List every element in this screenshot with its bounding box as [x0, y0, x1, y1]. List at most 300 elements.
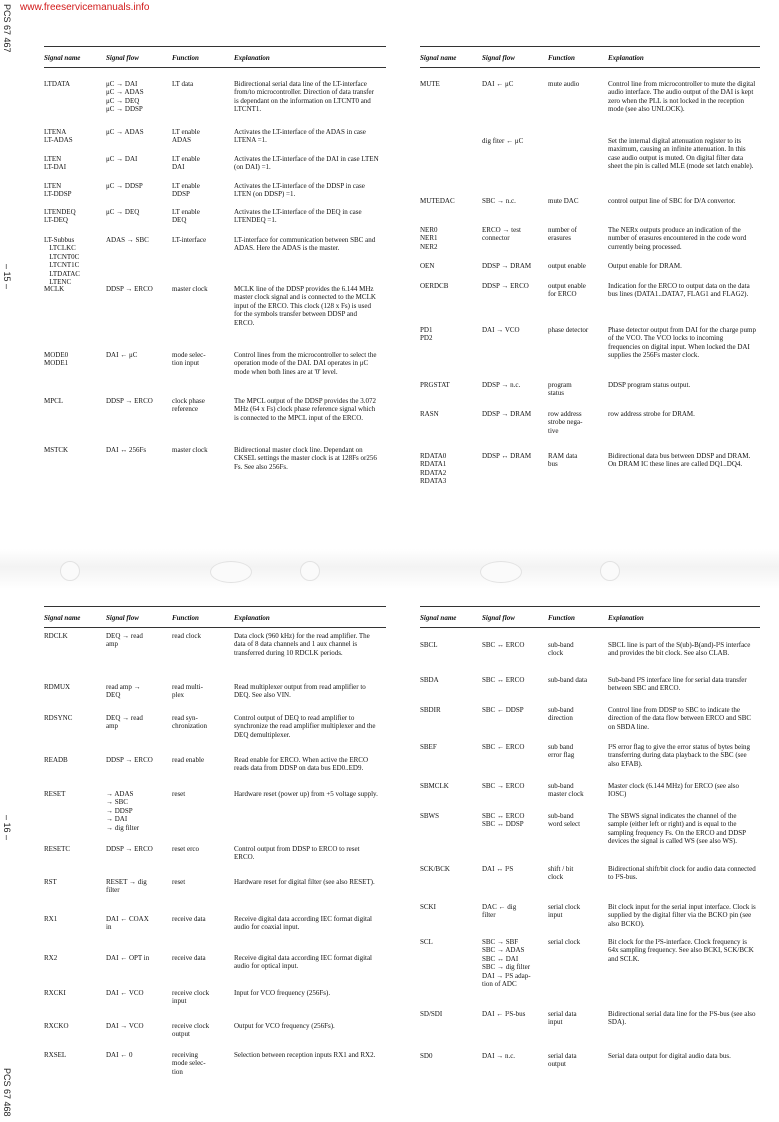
signal-flow: DDSP ↔ DRAM	[482, 452, 532, 460]
scan-artifact-circle	[600, 561, 620, 581]
signal-name: LTCNT0C	[44, 252, 80, 261]
signal-flow: DAI → VCO	[106, 1022, 144, 1030]
signal-flow: amp	[106, 722, 119, 731]
signal-function: serial clock	[548, 938, 581, 946]
signal-flow: in	[106, 923, 112, 932]
header-top-rule	[44, 46, 386, 47]
signal-function: LT enable	[172, 128, 200, 136]
function-cell	[172, 208, 200, 225]
function-cell	[172, 878, 185, 886]
function-cell	[172, 80, 193, 88]
signal-name-cell	[44, 632, 68, 640]
signal-name-cell	[420, 706, 441, 714]
signal-name: RX1	[44, 915, 58, 923]
signal-function: mode selec-	[172, 1059, 206, 1068]
signal-function: receive data	[172, 915, 206, 923]
signal-flow: → SBC	[106, 798, 128, 807]
signal-flow: DAI ← I²S-bus	[482, 1010, 526, 1018]
function-cell	[172, 128, 200, 145]
explanation-cell: Indication for the ERCO to output data on the data bus lines (DATA1..DATA7, FLAG1 and FLAG2).	[608, 282, 750, 299]
column-header-signal-name: Signal name	[44, 54, 81, 62]
explanation-cell: row address strobe for DRAM.	[608, 410, 695, 418]
signal-flow-cell	[106, 208, 139, 216]
signal-name: RXCKI	[44, 989, 66, 997]
signal-name-cell	[44, 446, 68, 454]
signal-name: SD/SDI	[420, 1010, 443, 1018]
column-header-function: Function	[548, 614, 575, 622]
signal-function: LT enable	[172, 182, 200, 190]
signal-function: input	[548, 911, 563, 920]
explanation-cell: Data clock (960 kHz) for the read amplifier. The data of 8 data channels and 1 aux channel is transferred during 10 RDCLK periods.	[234, 632, 370, 657]
signal-flow: DAI ← μC	[482, 80, 514, 88]
column-header-signal-name: Signal name	[420, 54, 457, 62]
explanation-cell: control output line of SBC for D/A convertor.	[608, 197, 736, 205]
signal-name: RESETC	[44, 845, 71, 853]
explanation-cell: Control output from DDSP to ERCO to reset ERCO.	[234, 845, 360, 862]
signal-flow-cell	[106, 683, 141, 700]
function-cell	[172, 1051, 206, 1076]
signal-name: RDATA0	[420, 452, 447, 460]
explanation-cell: Bit clock for the I²S-interface. Clock frequency is 64x sampling frequency. See also BCKI, SCK/BCK and SCLK.	[608, 938, 754, 963]
signal-flow: DDSP → DRAM	[482, 410, 532, 418]
signal-flow: SBC → ADAS	[482, 946, 525, 955]
signal-flow: ERCO → test	[482, 226, 521, 234]
signal-name: PD2	[420, 334, 433, 343]
signal-flow-cell	[106, 954, 149, 962]
signal-function: sub-band	[548, 782, 574, 790]
signal-name-cell	[44, 714, 72, 722]
signal-name-cell	[44, 208, 76, 225]
signal-name-cell	[44, 236, 80, 286]
signal-name: PRGSTAT	[420, 381, 450, 389]
explanation-cell: Control lines from the microcontroller to select the operation mode of the DAI. DAI operates in μC mode when both lines are at '0' level.	[234, 351, 377, 376]
signal-flow: connector	[482, 234, 510, 243]
column-header-signal-flow: Signal flow	[106, 614, 139, 622]
signal-flow-cell	[106, 446, 146, 454]
signal-name: LT-DEQ	[44, 216, 68, 225]
signal-flow-cell	[106, 632, 143, 649]
column-header-explanation: Explanation	[234, 614, 270, 622]
signal-name-cell	[44, 756, 68, 764]
signal-function: receive clock	[172, 1022, 210, 1030]
header-bottom-rule	[420, 67, 760, 68]
signal-name-cell	[44, 1022, 69, 1030]
explanation-cell: Output enable for DRAM.	[608, 262, 682, 270]
signal-name: LTDATAC	[44, 269, 80, 278]
signal-flow-cell	[106, 128, 144, 136]
column-header-signal-name: Signal name	[44, 614, 81, 622]
column-header-explanation: Explanation	[608, 54, 644, 62]
signal-function: DDSP	[172, 190, 190, 199]
signal-name-cell	[44, 182, 72, 199]
signal-flow: DAI ← OPT in	[106, 954, 150, 962]
signal-name: OEN	[420, 262, 435, 270]
signal-flow: → dig filter	[106, 823, 140, 832]
signal-name: PD1	[420, 326, 433, 334]
signal-name: MUTEDAC	[420, 197, 455, 205]
column-header-signal-name: Signal name	[420, 614, 457, 622]
page-code-bottom: PCS 67 468	[2, 1068, 12, 1117]
signal-flow-cell	[106, 80, 144, 114]
signal-flow-cell	[106, 285, 153, 293]
signal-name-cell	[44, 989, 66, 997]
signal-name-cell	[44, 915, 57, 923]
signal-name-cell	[420, 938, 433, 946]
function-cell	[172, 351, 206, 368]
function-cell	[172, 446, 208, 454]
explanation-cell: Output for VCO frequency (256Fs).	[234, 1022, 335, 1030]
explanation-cell: Bit clock input for the serial input interface. Clock is supplied by the digital filter via the BCKO pin (see also BCKO).	[608, 903, 756, 928]
function-cell	[172, 182, 200, 199]
column-header-signal-flow: Signal flow	[106, 54, 139, 62]
signal-function: read multi-	[172, 683, 203, 691]
signal-name-cell	[44, 155, 66, 172]
signal-flow: μC → ADAS	[106, 128, 144, 136]
signal-function: chronization	[172, 722, 207, 731]
explanation-cell: Input for VCO frequency (256Fs).	[234, 989, 331, 997]
signal-function: read syn-	[172, 714, 198, 722]
signal-flow-cell	[106, 989, 144, 997]
explanation-cell: Hardware reset for digital filter (see also RESET).	[234, 878, 375, 886]
explanation-cell: Bidirectional serial data line for the I²S-bus (see also SDA).	[608, 1010, 756, 1027]
signal-function: reset erco	[172, 845, 200, 853]
explanation-cell: The NERx outputs produce an indication of the number of erasures encountered in the code word currently being processed.	[608, 226, 747, 251]
site-url-link[interactable]: www.freeservicemanuals.info	[20, 2, 150, 13]
function-cell	[172, 683, 203, 700]
explanation-cell: MCLK line of the DDSP provides the 6.144 MHz master clock signal and is connected to the MCLK input of the ERCO. This clock (128 x Fs) is used for the symbols transfer between DDSP and ERCO.	[234, 285, 376, 327]
signal-flow: SBC → dig filter	[482, 963, 531, 972]
signal-flow: μC → DAI	[106, 80, 138, 88]
signal-name: MSTCK	[44, 446, 69, 454]
signal-flow-cell	[482, 326, 520, 334]
signal-flow-cell	[482, 865, 513, 873]
signal-flow-cell	[106, 714, 143, 731]
function-cell	[548, 80, 579, 88]
signal-flow-cell	[482, 676, 524, 684]
signal-flow: μC → DEQ	[106, 208, 140, 216]
signal-flow: DAI ← COAX	[106, 915, 149, 923]
signal-function: serial data	[548, 1052, 577, 1060]
function-cell	[548, 743, 574, 760]
signal-function: reset	[172, 878, 186, 886]
signal-function: master clock	[172, 446, 208, 454]
function-cell	[548, 452, 577, 469]
function-cell	[548, 1052, 577, 1069]
function-cell	[172, 954, 206, 962]
signal-name: SCL	[420, 938, 433, 946]
page-separator	[0, 549, 779, 589]
signal-name-cell	[420, 676, 439, 684]
function-cell	[548, 865, 573, 882]
signal-function: read enable	[172, 756, 205, 764]
explanation-cell: Activates the LT-interface of the ADAS in case LTENA =1.	[234, 128, 366, 145]
signal-function: read clock	[172, 632, 201, 640]
signal-function: mute DAC	[548, 197, 579, 205]
signal-function: error flag	[548, 751, 575, 760]
signal-function: DEQ	[172, 216, 187, 225]
signal-name-cell	[44, 397, 63, 405]
signal-flow-cell	[106, 351, 137, 359]
signal-function: receive data	[172, 954, 206, 962]
signal-function: bus	[548, 460, 558, 469]
header-top-rule	[420, 46, 760, 47]
signal-name: READB	[44, 756, 68, 764]
signal-name: LTDATA	[44, 80, 71, 88]
signal-function: row address	[548, 410, 582, 418]
signal-flow: SBC → ERCO	[482, 782, 525, 790]
signal-name: LTEN	[44, 182, 62, 190]
signal-name-cell	[420, 381, 450, 389]
function-cell	[172, 1022, 209, 1039]
signal-flow-cell	[482, 1052, 515, 1060]
signal-name: RDATA1	[420, 460, 447, 469]
signal-flow: DAC ← dig	[482, 903, 517, 911]
signal-name: NER1	[420, 234, 438, 243]
signal-name-cell	[44, 683, 70, 691]
signal-function: LT data	[172, 80, 194, 88]
signal-function: word select	[548, 820, 581, 829]
signal-function: sub-band	[548, 641, 574, 649]
function-cell	[172, 714, 207, 731]
signal-flow-cell	[106, 790, 139, 832]
signal-flow: filter	[106, 886, 120, 895]
column-header-explanation: Explanation	[608, 614, 644, 622]
signal-flow: ADAS → SBC	[106, 236, 149, 244]
signal-function: input	[548, 1018, 563, 1027]
column-header-explanation: Explanation	[234, 54, 270, 62]
explanation-cell: DDSP program status output.	[608, 381, 691, 389]
signal-name: LTENC	[44, 278, 72, 287]
function-cell	[548, 226, 577, 243]
signal-function: master clock	[172, 285, 208, 293]
signal-name-cell	[44, 954, 57, 962]
signal-name-cell	[44, 790, 65, 798]
explanation-cell: I²S error flag to give the error status of bytes being transferring during data playback to the SBC (see also EFAB).	[608, 743, 751, 768]
explanation-cell: Set the internal digital attenuation register to its maximum, causing an infinite attenuation. In this case audio output is muted. On digital filter data sheet the pin is called MLE (mode set latch enable).	[608, 137, 754, 171]
signal-flow-cell	[106, 1051, 132, 1059]
explanation-cell: Hardware reset (power up) from +5 voltage supply.	[234, 790, 378, 798]
signal-flow: SBC → SBF	[482, 938, 519, 946]
explanation-cell: Bidirectional shift/bit clock for audio data connected to I²S-bus.	[608, 865, 756, 882]
signal-flow: DAI ↔ 256Fs	[106, 446, 147, 454]
function-cell	[172, 397, 205, 414]
function-cell	[548, 706, 574, 723]
signal-function: erasures	[548, 234, 571, 243]
header-bottom-rule	[420, 627, 760, 628]
signal-flow-cell	[482, 262, 531, 270]
explanation-cell: Activates the LT-interface of the DEQ in case LTENDEQ =1.	[234, 208, 362, 225]
signal-name-cell	[44, 845, 70, 853]
signal-flow: DAI ← VCO	[106, 989, 144, 997]
function-cell	[548, 641, 574, 658]
signal-name: NER0	[420, 226, 438, 234]
signal-function: output enable	[548, 282, 586, 290]
function-cell	[548, 282, 586, 299]
column-header-function: Function	[172, 614, 199, 622]
column-header-function: Function	[172, 54, 199, 62]
signal-name: SBWS	[420, 812, 440, 820]
signal-flow: DDSP → DRAM	[482, 262, 532, 270]
signal-flow-cell	[106, 1022, 144, 1030]
signal-flow: DDSP → ERCO	[106, 845, 153, 853]
scan-artifact-circle	[60, 561, 80, 581]
function-cell	[172, 155, 200, 172]
signal-name-cell	[420, 226, 438, 251]
signal-function: clock phase	[172, 397, 205, 405]
signal-function: output enable	[548, 262, 586, 270]
signal-function: mode selec-	[172, 351, 206, 359]
signal-function: sub-band data	[548, 676, 588, 684]
signal-function: ADAS	[172, 136, 192, 145]
explanation-cell: Activates the LT-interface of the DAI in case LTEN (on DAI) =1.	[234, 155, 379, 172]
signal-flow-cell	[482, 197, 516, 205]
signal-flow: → ADAS	[106, 790, 134, 798]
function-cell	[548, 197, 579, 205]
signal-function: status	[548, 389, 564, 398]
signal-function: tive	[548, 426, 559, 435]
scan-artifact-circle	[300, 561, 320, 581]
signal-function: master clock	[548, 790, 584, 799]
signal-flow-cell	[482, 641, 524, 649]
signal-function: output	[548, 1060, 566, 1069]
signal-name-cell	[44, 80, 70, 88]
signal-name-cell	[420, 743, 437, 751]
signal-name-cell	[420, 282, 448, 290]
signal-function: clock	[548, 873, 564, 882]
signal-name: NER2	[420, 242, 438, 251]
signal-flow: amp	[106, 640, 119, 649]
signal-name: RDCLK	[44, 632, 68, 640]
signal-flow: dig fiter ← μC	[482, 137, 524, 145]
signal-name-cell	[420, 1052, 432, 1060]
signal-function: sub-band	[548, 706, 574, 714]
explanation-cell: Read enable for ERCO. When active the ERCO reads data from DDSP on data bus ED0..ED9.	[234, 756, 368, 773]
explanation-cell: Bidirectional data bus between DDSP and DRAM. On DRAM IC these lines are called DQ1..DQ4.	[608, 452, 751, 469]
function-cell	[548, 381, 572, 398]
function-cell	[172, 845, 199, 853]
signal-function: reference	[172, 405, 199, 414]
signal-flow: SBC ← ERCO	[482, 743, 525, 751]
signal-function: receive clock	[172, 989, 210, 997]
signal-flow: DEQ	[106, 691, 121, 700]
signal-flow-cell	[106, 236, 149, 244]
signal-flow-cell	[482, 80, 513, 88]
signal-name: SCK/BCK	[420, 865, 450, 873]
explanation-cell: Bidirectional master clock line. Dependant on CKSEL settings the master clock is at 128Fs or256 Fs. See also 256Fs.	[234, 446, 377, 471]
explanation-cell: The SBWS signal indicates the channel of the sample (either left or right) and is equal to the sampling frequency Fs. On the ERCO and DDSP devices the signal is called WS (see also WS).	[608, 812, 746, 846]
explanation-cell: Serial data output for digital audio data bus.	[608, 1052, 731, 1060]
header-bottom-rule	[44, 627, 386, 628]
signal-name: LTCLKC	[44, 244, 76, 253]
signal-flow: tion of ADC	[482, 980, 517, 989]
header-top-rule	[44, 606, 386, 607]
signal-name: RST	[44, 878, 57, 886]
signal-name-cell	[420, 410, 439, 418]
signal-name: SBDIR	[420, 706, 441, 714]
signal-name: SBDA	[420, 676, 439, 684]
signal-flow: μC → ADAS	[106, 88, 144, 97]
signal-flow-cell	[106, 397, 153, 405]
column-header-function: Function	[548, 54, 575, 62]
header-top-rule	[420, 606, 760, 607]
signal-name: RDMUX	[44, 683, 71, 691]
signal-function: input	[172, 997, 187, 1006]
signal-flow-cell	[106, 756, 153, 764]
signal-name: RASN	[420, 410, 439, 418]
signal-name: SCKI	[420, 903, 436, 911]
signal-flow-cell	[482, 282, 529, 290]
explanation-cell: Receive digital data according IEC format digital audio for coaxial input.	[234, 915, 373, 932]
page-number-15: – 15 –	[2, 264, 12, 290]
page-number-16: – 16 –	[2, 815, 12, 841]
signal-flow: DAI ↔ I²S	[482, 865, 514, 873]
signal-name: LTCNT1C	[44, 261, 80, 270]
function-cell	[172, 915, 206, 923]
signal-name-cell	[420, 197, 455, 205]
signal-name-cell	[420, 326, 432, 343]
signal-flow: read amp →	[106, 683, 141, 691]
signal-name-cell	[420, 782, 449, 790]
scan-artifact-oval	[480, 561, 522, 583]
signal-flow-cell	[106, 915, 149, 932]
function-cell	[548, 812, 580, 829]
signal-flow: DDSP → ERCO	[106, 756, 153, 764]
signal-name-cell	[420, 80, 440, 88]
signal-name: SBEF	[420, 743, 437, 751]
signal-name: MUTE	[420, 80, 440, 88]
signal-flow: μC → DAI	[106, 155, 138, 163]
signal-name-cell	[420, 865, 450, 873]
signal-flow: DDSP → n.c.	[482, 381, 521, 389]
signal-name-cell	[44, 285, 64, 293]
explanation-cell: Control line from microcontroller to mute the digital audio interface. The audio output of the DAI is kept zero when the PLL is not locked in the reception mode (see also UNLOCK).	[608, 80, 756, 114]
explanation-cell: SBCL line is part of the S(ub)-B(and)-I²S interface and provides the bit clock. See also CLAB.	[608, 641, 751, 658]
signal-flow: DDSP → ERCO	[106, 285, 153, 293]
page-code-top: PCS 67 467	[2, 4, 12, 53]
explanation-cell: Control output of DEQ to read amplifier to synchronize the read amplifier multiplexer and the DEQ demultiplexer.	[234, 714, 376, 739]
explanation-cell: LT-interface for communication between SBC and ADAS. Here the ADAS is the master.	[234, 236, 376, 253]
signal-flow-cell	[482, 782, 524, 790]
signal-function: LT enable	[172, 155, 200, 163]
signal-name: RDSYNC	[44, 714, 73, 722]
signal-flow-cell	[482, 1010, 525, 1018]
signal-name-cell	[44, 351, 68, 368]
function-cell	[548, 326, 588, 334]
signal-flow: SBC ↔ ERCO	[482, 676, 525, 684]
signal-name: RX2	[44, 954, 58, 962]
signal-flow: DDSP → ERCO	[482, 282, 529, 290]
signal-flow: RESET → dig	[106, 878, 147, 886]
function-cell	[172, 632, 201, 640]
function-cell	[172, 790, 185, 798]
signal-function: LT-interface	[172, 236, 207, 244]
signal-name: SBMCLK	[420, 782, 449, 790]
signal-name: MPCL	[44, 397, 64, 405]
signal-name: RDATA2	[420, 468, 447, 477]
signal-name-cell	[44, 878, 57, 886]
signal-name-cell	[420, 1010, 442, 1018]
function-cell	[548, 938, 580, 946]
signal-flow-cell	[482, 706, 524, 714]
signal-flow-cell	[482, 381, 520, 389]
signal-function: tion	[172, 1067, 183, 1076]
signal-flow: μC → DDSP	[106, 105, 143, 114]
signal-name: LT-DDSP	[44, 190, 72, 199]
signal-flow: SBC ↔ DDSP	[482, 820, 524, 829]
function-cell	[172, 285, 208, 293]
signal-name: OERDCB	[420, 282, 449, 290]
signal-flow-cell	[106, 182, 143, 190]
